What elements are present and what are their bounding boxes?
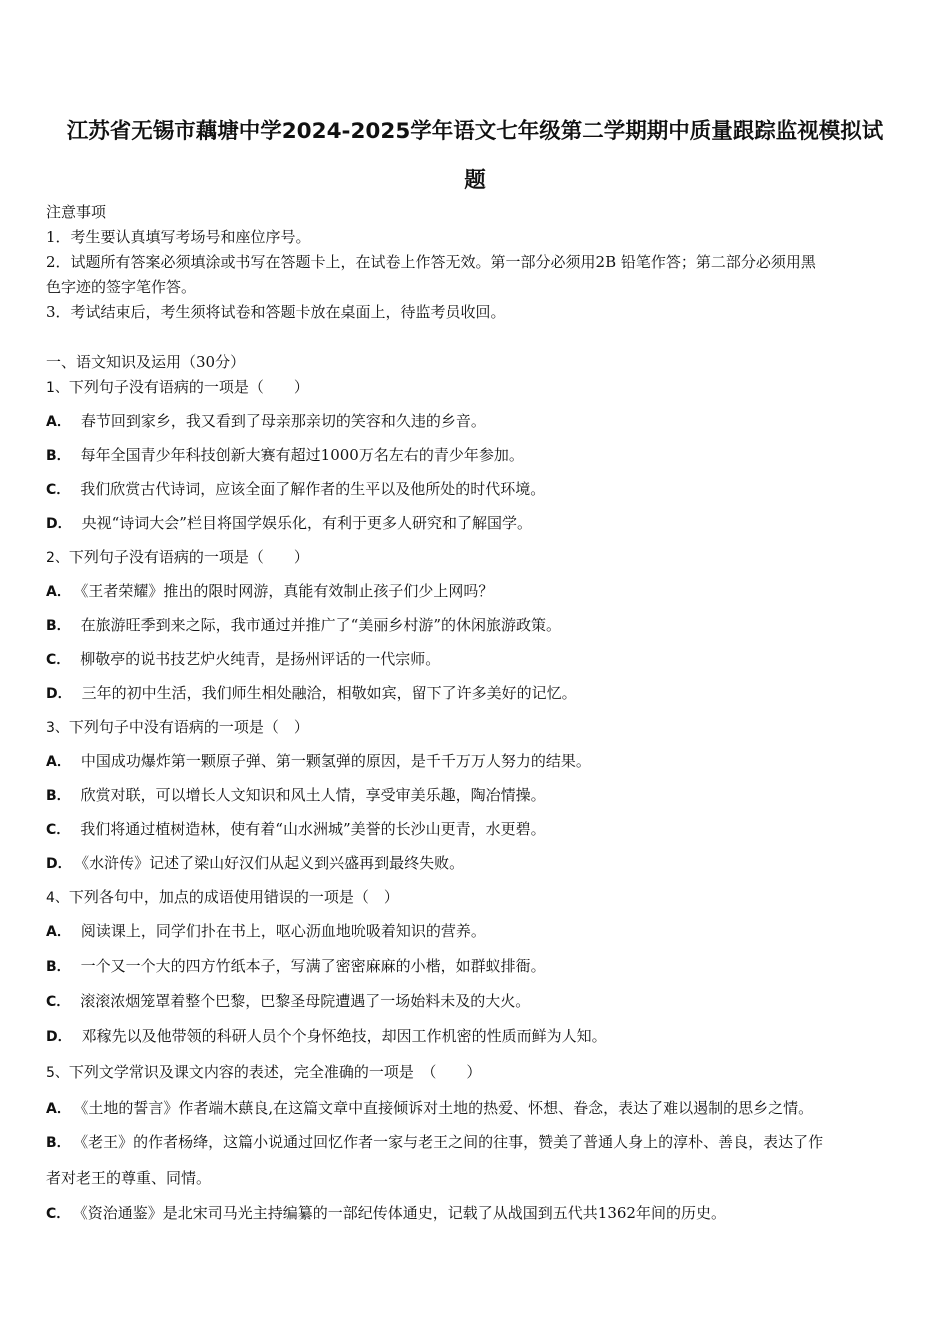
question-text: 下列句子中没有语病的一项是（ ） [68, 718, 309, 736]
option-letter: B． [46, 448, 71, 464]
option-text: 柳敬亭的说书技艺炉火纯青，是扬州评话的一代宗师。 [80, 650, 441, 668]
question-1-stem [46, 376, 309, 397]
question-number: 4、 [46, 890, 69, 906]
question-1-option-a [46, 410, 486, 431]
question-5-stem [46, 1061, 481, 1082]
question-5-option-a [46, 1097, 813, 1118]
option-letter: A． [46, 584, 71, 600]
option-text: 每年全国青少年科技创新大赛有超过1000万名左右的青少年参加。 [80, 446, 524, 464]
option-text: 阅读课上，同学们扑在书上，呕心沥血地吮吸着知识的营养。 [80, 922, 486, 940]
option-letter: C． [46, 994, 71, 1010]
option-text: 三年的初中生活，我们师生相处融洽，相敬如宾，留下了许多美好的记忆。 [81, 684, 577, 702]
option-letter: A． [46, 414, 71, 430]
question-5-option-c [46, 1202, 726, 1223]
option-text: 我们欣赏古代诗词，应该全面了解作者的生平以及他所处的时代环境。 [80, 480, 546, 498]
option-text: 滚滚浓烟笼罩着整个巴黎，巴黎圣母院遭遇了一场始料未及的大火。 [80, 992, 531, 1010]
question-2-option-d [46, 682, 577, 703]
question-text: 下列文学常识及课文内容的表述，完全准确的一项是 （ ） [68, 1063, 482, 1081]
question-2-option-c [46, 648, 440, 669]
option-letter: C． [46, 822, 71, 838]
notice-item-3: 3．考试结束后，考生须将试卷和答题卡放在桌面上，待监考员收回。 [46, 303, 506, 321]
option-letter: D． [46, 1029, 72, 1045]
option-letter: A． [46, 924, 71, 940]
exam-title-line1: 江苏省无锡市藕塘中学2024-2025学年语文七年级第二学期期中质量跟踪监视模拟试 [66, 119, 884, 144]
question-text: 下列各句中，加点的成语使用错误的一项是（ ） [68, 888, 399, 906]
question-5-option-b [46, 1131, 823, 1152]
option-text: 《王者荣耀》推出的限时网游，真能有效制止孩子们少上网吗？ [80, 582, 494, 600]
question-text: 下列句子没有语病的一项是（ ） [68, 548, 309, 566]
question-3-option-b [46, 784, 546, 805]
option-text: 《土地的誓言》作者端木蕻良,在这篇文章中直接倾诉对土地的热爱、怀想、眷念，表达了难以遏制的思乡之情。 [80, 1099, 814, 1117]
question-4-option-d [46, 1025, 607, 1046]
question-2-option-a [46, 580, 493, 601]
option-letter: D． [46, 516, 72, 532]
option-text: 春节回到家乡，我又看到了母亲那亲切的笑容和久违的乡音。 [80, 412, 486, 430]
option-text: 《水浒传》记述了梁山好汉们从起义到兴盛再到最终失败。 [81, 854, 465, 872]
question-5-option-b-cont: 者对老王的尊重、同情。 [46, 1169, 212, 1187]
section-heading: 一、语文知识及运用（30分） [46, 353, 246, 371]
option-text: 欣赏对联，可以增长人文知识和风土人情，享受审美乐趣，陶冶情操。 [80, 786, 546, 804]
option-letter: B． [46, 618, 71, 634]
option-letter: B． [46, 959, 71, 975]
option-letter: A． [46, 754, 71, 770]
question-3-option-a [46, 750, 591, 771]
question-number: 5、 [46, 1065, 69, 1081]
question-1-option-d [46, 512, 532, 533]
question-number: 2、 [46, 550, 69, 566]
option-text: 央视“诗词大会”栏目将国学娱乐化，有利于更多人研究和了解国学。 [81, 514, 532, 532]
notice-item-2-cont: 色字迹的签字笔作答。 [46, 278, 197, 296]
option-text: 我们将通过植树造林，使有着“山水洲城”美誉的长沙山更青，水更碧。 [80, 820, 546, 838]
question-number: 3、 [46, 720, 69, 736]
option-letter: D． [46, 856, 72, 872]
option-text: 一个又一个大的四方竹纸本子，写满了密密麻麻的小楷，如群蚁排衙。 [80, 957, 546, 975]
exam-title-line2: 题 [464, 168, 486, 193]
notice-item-2: 2．试题所有答案必须填涂或书写在答题卡上，在试卷上作答无效。第一部分必须用2B 铅笔作答；第二部分必须用黑 [46, 253, 816, 271]
option-letter: B． [46, 1135, 71, 1151]
question-1-option-c [46, 478, 545, 499]
question-text: 下列句子没有语病的一项是（ ） [68, 378, 309, 396]
question-3-option-d [46, 852, 464, 873]
option-text: 在旅游旺季到来之际，我市通过并推广了“美丽乡村游”的休闲旅游政策。 [80, 616, 562, 634]
notice-item-1: 1．考生要认真填写考场号和座位序号。 [46, 228, 311, 246]
question-1-option-b [46, 444, 524, 465]
option-letter: C． [46, 1206, 71, 1222]
option-text: 中国成功爆炸第一颗原子弹、第一颗氢弹的原因，是千千万万人努力的结果。 [80, 752, 591, 770]
option-letter: C． [46, 482, 71, 498]
option-letter: D． [46, 686, 72, 702]
option-text: 《资治通鉴》是北宋司马光主持编纂的一部纪传体通史，记载了从战国到五代共1362年间的历史。 [80, 1204, 726, 1222]
option-text: 邓稼先以及他带领的科研人员个个身怀绝技，却因工作机密的性质而鲜为人知。 [81, 1027, 607, 1045]
question-4-option-b [46, 955, 546, 976]
option-letter: A． [46, 1101, 71, 1117]
question-2-option-b [46, 614, 561, 635]
notice-heading: 注意事项 [46, 203, 107, 221]
option-text: 《老王》的作者杨绛，这篇小说通过回忆作者一家与老王之间的往事，赞美了普通人身上的淳朴、善良，表达了作 [80, 1133, 824, 1151]
question-3-option-c [46, 818, 546, 839]
option-letter: B． [46, 788, 71, 804]
question-2-stem [46, 546, 309, 567]
question-4-stem [46, 886, 399, 907]
question-number: 1、 [46, 380, 69, 396]
question-3-stem [46, 716, 309, 737]
question-4-option-a [46, 920, 486, 941]
option-letter: C． [46, 652, 71, 668]
question-4-option-c [46, 990, 530, 1011]
